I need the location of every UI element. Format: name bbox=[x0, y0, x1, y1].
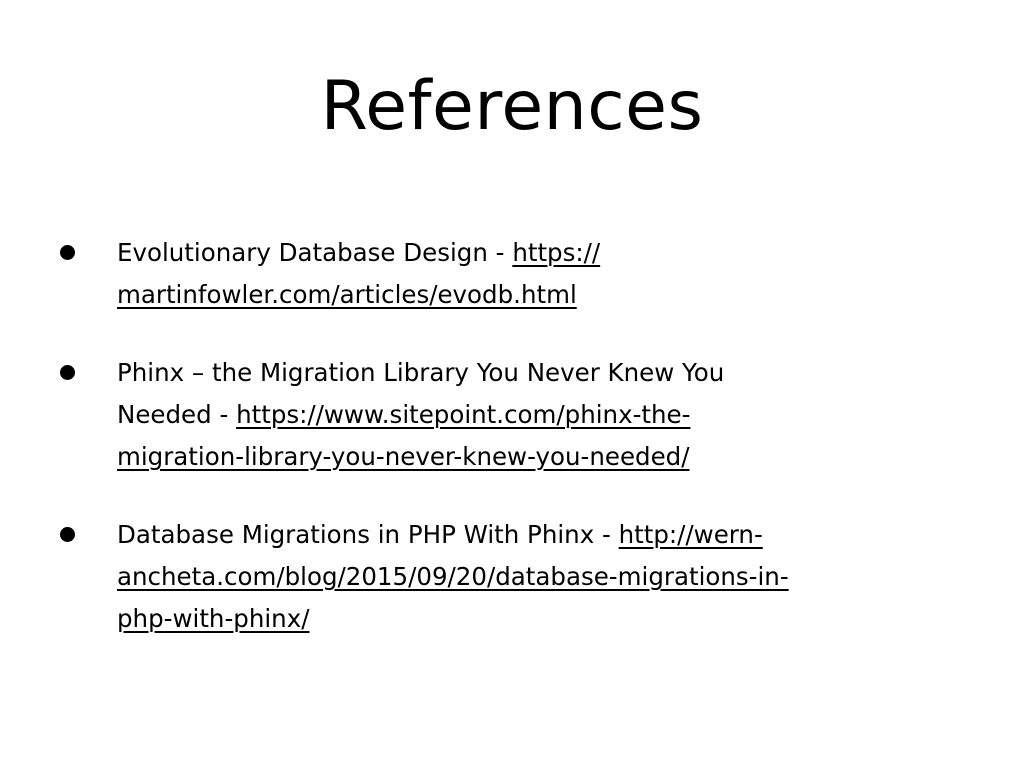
reference-1-link-part-2[interactable]: martinfowler.com/articles/evodb.html bbox=[117, 280, 577, 309]
reference-item-1 bbox=[60, 232, 960, 316]
reference-2-link-part-1[interactable]: https://www.sitepoint.com/phinx-the- bbox=[236, 400, 691, 429]
reference-3-link-part-2[interactable]: ancheta.com/blog/2015/09/20/database-migrations-in- bbox=[117, 562, 789, 591]
reference-1-title: Evolutionary Database Design - bbox=[117, 238, 513, 267]
reference-item-2 bbox=[60, 352, 960, 478]
reference-1-line-1 bbox=[117, 232, 960, 274]
reference-3-line-1 bbox=[117, 514, 960, 556]
bullet-icon bbox=[60, 527, 75, 542]
reference-2-line-3 bbox=[117, 436, 960, 478]
reference-2-title-end: Needed - bbox=[117, 400, 237, 429]
bullet-icon bbox=[60, 245, 75, 260]
reference-3-link-part-3[interactable]: php-with-phinx/ bbox=[117, 604, 310, 633]
slide-title: References bbox=[320, 67, 704, 146]
reference-1-line-2 bbox=[117, 274, 960, 316]
reference-list bbox=[60, 232, 960, 640]
reference-1-link-part-1[interactable]: https:// bbox=[512, 238, 601, 267]
reference-3-title: Database Migrations in PHP With Phinx - bbox=[117, 520, 619, 549]
reference-3-line-2 bbox=[117, 556, 960, 598]
reference-item-3 bbox=[60, 514, 960, 640]
reference-3-line-3 bbox=[117, 598, 960, 640]
reference-3-link-part-1[interactable]: http://wern- bbox=[618, 520, 763, 549]
bullet-icon bbox=[60, 365, 75, 380]
reference-2-line-2 bbox=[117, 394, 960, 436]
reference-2-link-part-2[interactable]: migration-library-you-never-knew-you-needed/ bbox=[117, 442, 690, 471]
reference-2-line-1: Phinx – the Migration Library You Never Knew You bbox=[117, 358, 725, 387]
